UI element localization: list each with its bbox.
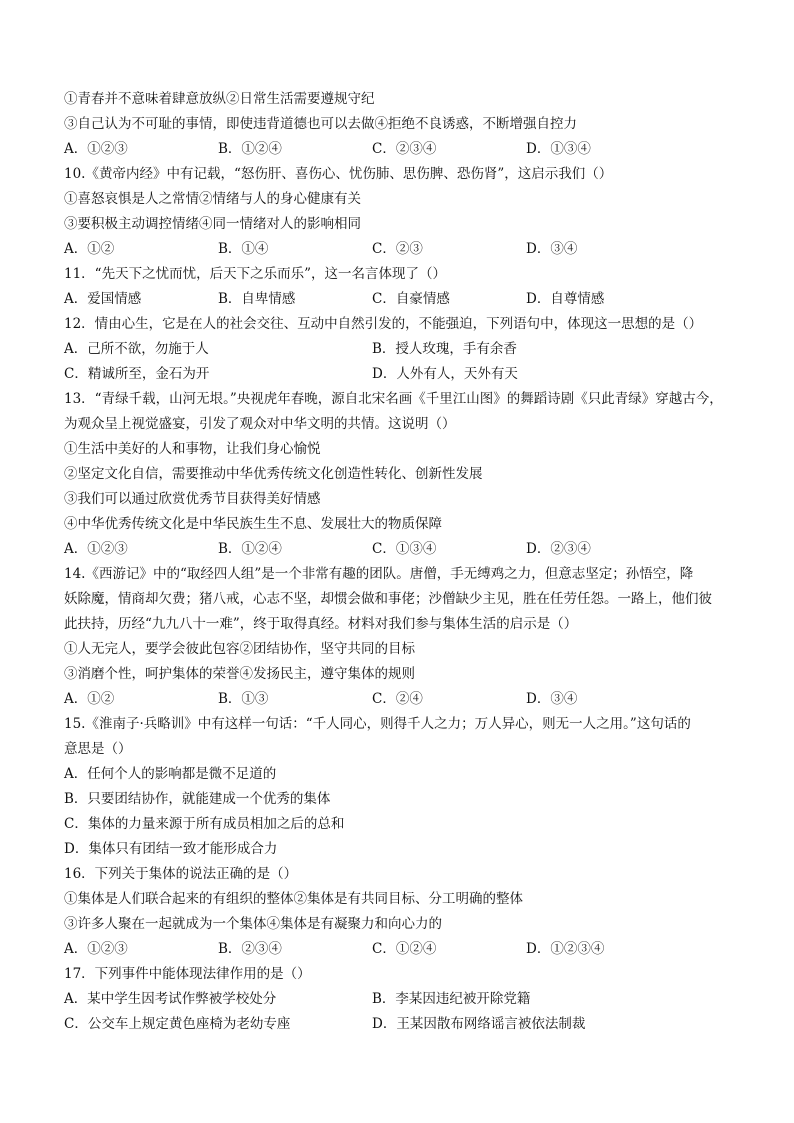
options-row-q12-ab bbox=[64, 339, 734, 359]
option-a[interactable]: A．①②③ bbox=[64, 141, 128, 157]
question-15-stem: 15.《淮南子·兵略训》中有这样一句话：“千人同心，则得千人之力；万人异心，则无一人之用。”这句话的 bbox=[64, 716, 691, 732]
question-12-stem: 12．情由心生，它是在人的社会交往、互动中自然引发的，不能强迫，下列语句中，体现这一思想的是（） bbox=[64, 316, 703, 332]
options-row-q14 bbox=[64, 689, 734, 709]
option-c[interactable]: C．①③④ bbox=[372, 541, 437, 557]
options-row-q9 bbox=[64, 139, 734, 159]
option-c[interactable]: C．②④ bbox=[372, 691, 423, 707]
option-d[interactable]: D．集体只有团结一致才能形成合力 bbox=[64, 841, 278, 857]
question-statement: ④中华优秀传统文化是中华民族生生不息、发展壮大的物质保障 bbox=[64, 516, 442, 532]
option-b[interactable]: B．①②④ bbox=[218, 141, 282, 157]
option-c[interactable]: C．②③④ bbox=[372, 141, 437, 157]
option-a[interactable]: A．①② bbox=[64, 691, 115, 707]
question-statement: ①青春并不意味着肆意放纵②日常生活需要遵规守纪 bbox=[64, 91, 375, 107]
question-14-stem: 14.《西游记》中的“取经四人组”是一个非常有趣的团队。唐僧，手无缚鸡之力，但意志坚定；孙悟空，降 bbox=[64, 566, 694, 582]
question-11-stem: 11．“先天下之忧而忧，后天下之乐而乐”，这一名言体现了（） bbox=[64, 266, 446, 282]
question-14-stem-cont: 此扶持，历经“九九八十一难”，终于取得真经。材料对我们参与集体生活的启示是（） bbox=[64, 616, 578, 632]
question-14-stem-cont: 妖除魔，情商却欠费；猪八戒，心志不坚，却惯会做和事佬；沙僧缺少主见，胜在任劳任怨。一路上，他们彼 bbox=[64, 591, 712, 607]
option-a[interactable]: A．己所不欲，勿施于人 bbox=[64, 341, 209, 357]
options-row-q17-cd bbox=[64, 1014, 734, 1034]
question-13-stem-cont: 为观众呈上视觉盛宴，引发了观众对中华文明的共情。这说明（） bbox=[64, 416, 456, 432]
option-b[interactable]: B．①④ bbox=[218, 241, 269, 257]
question-statement: ③消磨个性，呵护集体的荣誉④发扬民主，遵守集体的规则 bbox=[64, 666, 415, 682]
question-statement: ③要积极主动调控情绪④同一情绪对人的影响相同 bbox=[64, 216, 361, 232]
question-statement: ②坚定文化自信，需要推动中华优秀传统文化创造性转化、创新性发展 bbox=[64, 466, 483, 482]
option-b[interactable]: B．①②④ bbox=[218, 541, 282, 557]
option-d[interactable]: D．自尊情感 bbox=[526, 291, 605, 307]
option-d[interactable]: D．①③④ bbox=[526, 141, 591, 157]
option-a[interactable]: A．任何个人的影响都是微不足道的 bbox=[64, 766, 277, 782]
option-c[interactable]: C．公交车上规定黄色座椅为老幼专座 bbox=[64, 1016, 291, 1032]
question-17-stem: 17．下列事件中能体现法律作用的是（） bbox=[64, 966, 311, 982]
option-a[interactable]: A．某中学生因考试作弊被学校处分 bbox=[64, 991, 277, 1007]
option-c[interactable]: C．精诚所至，金石为开 bbox=[64, 366, 210, 382]
option-a[interactable]: A．①② bbox=[64, 241, 115, 257]
question-statement: ①喜怒哀惧是人之常情②情绪与人的身心健康有关 bbox=[64, 191, 361, 207]
options-row-q17-ab bbox=[64, 989, 734, 1009]
options-row-q10 bbox=[64, 239, 734, 259]
option-c[interactable]: C．集体的力量来源于所有成员相加之后的总和 bbox=[64, 816, 345, 832]
question-10-stem: 10.《黄帝内经》中有记载，“怒伤肝、喜伤心、忧伤肺、思伤脾、恐伤肾”，这启示我们（） bbox=[64, 166, 613, 182]
question-statement: ①生活中美好的人和事物，让我们身心愉悦 bbox=[64, 441, 321, 457]
option-b[interactable]: B．李某因违纪被开除党籍 bbox=[372, 991, 531, 1007]
question-15-stem-cont: 意思是（） bbox=[64, 741, 132, 757]
options-row-q12-cd bbox=[64, 364, 734, 384]
option-c[interactable]: C．②③ bbox=[372, 241, 423, 257]
question-statement: ③我们可以通过欣赏优秀节目获得美好情感 bbox=[64, 491, 321, 507]
option-a[interactable]: A．爱国情感 bbox=[64, 291, 142, 307]
question-statement: ③自己认为不可耻的事情，即使违背道德也可以去做④拒绝不良诱惑，不断增强自控力 bbox=[64, 116, 577, 132]
options-row-q11 bbox=[64, 289, 734, 309]
options-row-q16 bbox=[64, 939, 734, 959]
option-b[interactable]: B．自卑情感 bbox=[218, 291, 296, 307]
option-d[interactable]: D．③④ bbox=[526, 691, 578, 707]
option-c[interactable]: C．自豪情感 bbox=[372, 291, 450, 307]
question-16-stem: 16．下列关于集体的说法正确的是（） bbox=[64, 866, 298, 882]
option-c[interactable]: C．①②④ bbox=[372, 941, 437, 957]
option-a[interactable]: A．①②③ bbox=[64, 541, 128, 557]
option-a[interactable]: A．①②③ bbox=[64, 941, 128, 957]
option-b[interactable]: B．只要团结协作，就能建成一个优秀的集体 bbox=[64, 791, 331, 807]
question-statement: ①集体是人们联合起来的有组织的整体②集体是有共同目标、分工明确的整体 bbox=[64, 891, 523, 907]
option-d[interactable]: D．人外有人，天外有天 bbox=[372, 366, 518, 382]
option-d[interactable]: D．②③④ bbox=[526, 541, 591, 557]
question-13-stem: 13．“青绿千载，山河无垠。”央视虎年春晚，源自北宋名画《千里江山图》的舞蹈诗剧《只此青绿》穿越古今， bbox=[64, 391, 723, 407]
option-d[interactable]: D．③④ bbox=[526, 241, 578, 257]
option-d[interactable]: D．①②③④ bbox=[526, 941, 605, 957]
question-statement: ③许多人聚在一起就成为一个集体④集体是有凝聚力和向心力的 bbox=[64, 916, 442, 932]
option-d[interactable]: D．王某因散布网络谣言被依法制裁 bbox=[372, 1016, 586, 1032]
option-b[interactable]: B．授人玫瑰，手有余香 bbox=[372, 341, 517, 357]
option-b[interactable]: B．①③ bbox=[218, 691, 269, 707]
option-b[interactable]: B．②③④ bbox=[218, 941, 282, 957]
options-row-q13 bbox=[64, 539, 734, 559]
question-statement: ①人无完人，要学会彼此包容②团结协作，坚守共同的目标 bbox=[64, 641, 415, 657]
